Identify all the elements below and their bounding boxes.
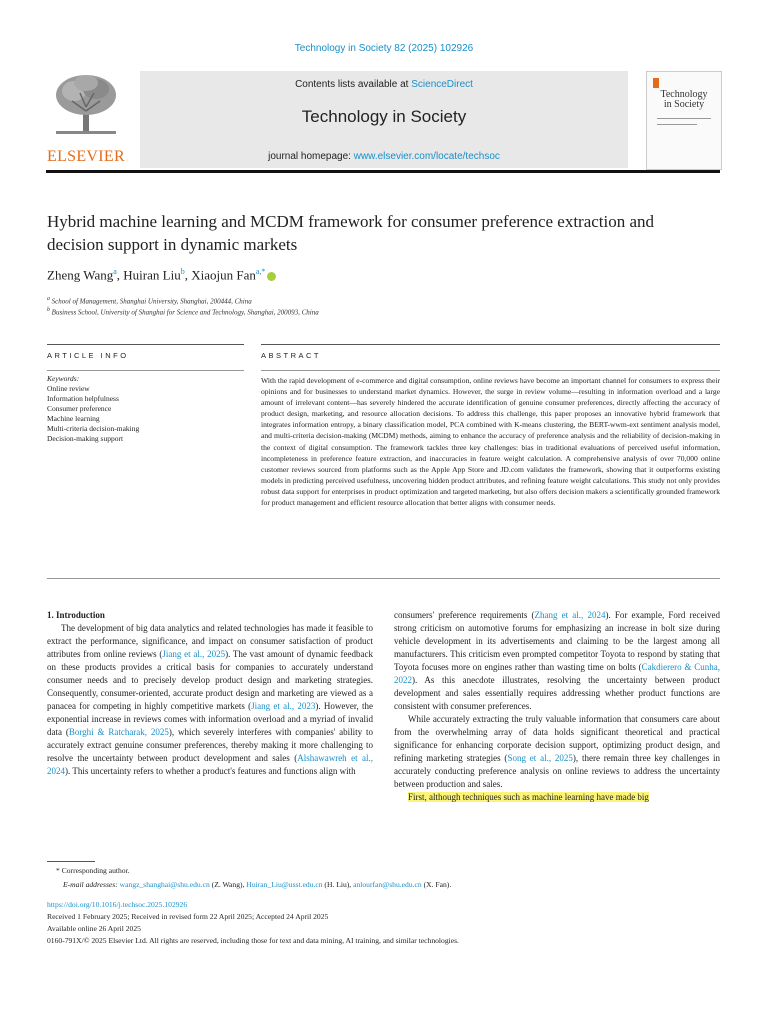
received-dates: Received 1 February 2025; Received in revised form 22 April 2025; Accepted 24 April 2025 bbox=[47, 912, 329, 921]
cover-accent bbox=[653, 78, 659, 88]
keyword: Multi-criteria decision-making bbox=[47, 424, 140, 433]
section-rule bbox=[261, 370, 720, 371]
body-paragraph bbox=[47, 622, 373, 778]
orcid-icon[interactable] bbox=[267, 272, 276, 281]
email-owner: (Z. Wang), bbox=[209, 880, 247, 889]
article-info-heading: ARTICLE INFO bbox=[47, 351, 129, 360]
tree-logo-icon bbox=[52, 71, 120, 139]
section-heading: 1. Introduction bbox=[47, 610, 105, 620]
email-label: E-mail addresses: bbox=[63, 880, 120, 889]
text-run: ). However, the exponential increase in reviews comes with information overload and a myriad of invalid data ( bbox=[47, 701, 373, 737]
text-run: ). This uncertainty refers to whether a product's features and functions align with bbox=[65, 766, 356, 776]
highlighted-text[interactable]: First, although techniques such as machine learning have made big bbox=[408, 792, 649, 802]
text-run: consumers' preference requirements ( bbox=[394, 610, 535, 620]
email-link[interactable]: anlourfan@shu.edu.cn bbox=[353, 880, 422, 889]
sciencedirect-link[interactable]: ScienceDirect bbox=[411, 79, 473, 90]
affiliation bbox=[47, 296, 252, 305]
journal-homepage-link[interactable]: www.elsevier.com/locate/techsoc bbox=[353, 151, 500, 162]
text-run: ). The vast amount of dynamic feedback on these products provides a critical basis for companies to accurately understand consumer needs and to precisely develop product design and marketing strategies. Consequently, consumer-oriented, accurate product design and marketing are viewed as a panacea for competing in highly competitive markets ( bbox=[47, 649, 373, 711]
author-affil-sup[interactable]: a bbox=[113, 267, 117, 276]
author-affil-sup[interactable]: a,* bbox=[255, 267, 266, 276]
contents-line bbox=[140, 79, 628, 90]
citation-link[interactable]: Cakdierero & Cunha, 2022 bbox=[394, 662, 720, 685]
article-title: Hybrid machine learning and MCDM framework for consumer preference extraction and decision support in dynamic markets bbox=[47, 212, 655, 254]
author-list: Zheng Wang$^a$, Huiran Liu$^b$, Xiaojun Fan$^{a,*}$ bbox=[47, 267, 276, 283]
keyword: Online review bbox=[47, 384, 90, 393]
author-affil-sup[interactable]: b bbox=[180, 267, 185, 276]
keyword: Decision-making support bbox=[47, 434, 124, 443]
affiliation-text: Business School, University of Shanghai for Science and Technology, Shanghai, 200093, China bbox=[51, 308, 319, 317]
journal-cover-thumbnail[interactable] bbox=[646, 71, 722, 170]
citation-link[interactable]: Jiang et al., 2023 bbox=[251, 701, 316, 711]
masthead-rule bbox=[46, 170, 720, 173]
cover-rule bbox=[657, 118, 711, 119]
keywords-label: Keywords: bbox=[47, 374, 80, 383]
citation-link[interactable]: Song et al., 2025 bbox=[507, 753, 573, 763]
cover-title-line-1: Technology bbox=[660, 89, 708, 100]
available-online: Available online 26 April 2025 bbox=[47, 924, 141, 933]
email-link[interactable]: Huiran_Liu@usst.edu.cn bbox=[246, 880, 323, 889]
body-column-right bbox=[394, 609, 720, 804]
publisher-wordmark: ELSEVIER bbox=[47, 148, 125, 165]
body-column-left bbox=[47, 609, 373, 778]
email-link[interactable]: wangz_shanghai@shu.edu.cn bbox=[119, 880, 210, 889]
keyword: Information helpfulness bbox=[47, 394, 119, 403]
section-rule bbox=[47, 344, 244, 345]
elsevier-logo bbox=[46, 71, 126, 166]
text-run: The development of big data analytics and related technologies has made it feasible to extract the performance, significance, and impact on consumer satisfaction of product attributes from online reviews ( bbox=[47, 623, 373, 659]
contents-prefix: Contents lists available at bbox=[295, 79, 412, 90]
section-rule bbox=[47, 370, 244, 371]
affiliation-sup: a bbox=[47, 296, 50, 302]
journal-citation[interactable]: Technology in Society 82 (2025) 102926 bbox=[294, 43, 474, 54]
body-paragraph bbox=[394, 609, 720, 713]
body-paragraph bbox=[394, 713, 720, 791]
affiliation bbox=[47, 307, 319, 316]
section-rule bbox=[261, 344, 720, 345]
affiliation-sup: b bbox=[47, 307, 50, 313]
footnote-rule bbox=[47, 861, 95, 862]
homepage-prefix: journal homepage: bbox=[268, 151, 354, 162]
doi-link[interactable] bbox=[47, 899, 187, 911]
cover-rule bbox=[657, 124, 697, 125]
keyword: Consumer preference bbox=[47, 404, 112, 413]
text-run: While accurately extracting the truly valuable information that consumers care about from the overwhelming array of data holds significant theoretical and practical significance for enhancing corporate decision support, optimizing product design, and refining marketing strategies ( bbox=[394, 714, 720, 763]
journal-name: Technology in Society bbox=[301, 107, 467, 126]
author-name[interactable]: Xiaojun Fan bbox=[191, 267, 256, 283]
author-name[interactable]: Zheng Wang bbox=[47, 267, 114, 283]
cover-title-line-2: in Society bbox=[663, 99, 705, 110]
citation-link[interactable]: Alshawawreh et al., 2024 bbox=[47, 753, 373, 776]
text-run: ), which severely interferes with companies' ability to accurately extract genuine consumer preferences, thereby making it more challenging to resolve the uncertainty between product development and sales ( bbox=[47, 727, 373, 763]
homepage-line bbox=[140, 151, 628, 162]
text-run: ). As this anecdote illustrates, resolving the uncertainty between product development and sales essentially requires addressing whether product functions are consistent with consumer preferences. bbox=[394, 675, 720, 711]
citation-link[interactable]: Borghi & Ratcharak, 2025 bbox=[68, 727, 169, 737]
corresponding-author-note: * Corresponding author. bbox=[56, 866, 130, 875]
text-run: ). For example, Ford received strong criticism on automotive forums for emphasizing an increase in bolt size during vehicle development in its advertisements and claiming to be the largest among all manufacturers. This criticism even prompted competitor Toyota to respond by stating that Toyota focuses more on engines rather than wasting time on bolts ( bbox=[394, 610, 721, 672]
copyright-notice: 0160-791X/© 2025 Elsevier Ltd. All rights are reserved, including those for text and data mining, AI training, and similar technologies. bbox=[47, 936, 459, 945]
email-owner: (H. Liu), bbox=[322, 880, 354, 889]
keywords-block bbox=[47, 374, 244, 444]
abstract-heading: ABSTRACT bbox=[261, 351, 322, 360]
keyword: Machine learning bbox=[47, 414, 100, 423]
text-run: ), there remain three key challenges in accurately conducting preference analysis on online reviews to address the uncertainty between production and sales. bbox=[394, 753, 721, 789]
citation-link[interactable]: Zhang et al., 2024 bbox=[534, 610, 606, 620]
citation-link[interactable]: Jiang et al., 2025 bbox=[162, 649, 226, 659]
cover-title bbox=[647, 90, 721, 110]
doi-url[interactable]: https://doi.org/10.1016/j.techsoc.2025.102926 bbox=[47, 900, 188, 909]
email-owner: (X. Fan). bbox=[421, 880, 452, 889]
section-rule bbox=[47, 578, 720, 579]
author-name[interactable]: Huiran Liu bbox=[123, 267, 181, 283]
email-addresses bbox=[63, 879, 451, 891]
body-paragraph bbox=[394, 791, 720, 804]
journal-masthead bbox=[140, 71, 628, 168]
abstract-text: With the rapid development of e-commerce and digital consumption, online reviews have become an important channel for consumers to express their opinions and for businesses to understand market dynamics. However, the surge in review volume—resulting in information overload and a large amount of irrelevant content—has severely hindered the accurate identification of genuine consumer preferences, directly affecting the accuracy of product design, marketing, and resource allocation decisions. To address this challenge, this paper proposes an innovative hybrid framework that integrates information entropy, a binary classification model, PCA combined with K-means clustering, the BERT-wwm-ext sentiment analysis model, and multi-criteria decision-making (MCDM) methods, aiming to enhance the accuracy of preference analysis and the reliability of decision-making in the context of digital consumption. The framework tackles three key challenges: bias in traditional evaluations of perceived useful information, incompleteness in preference feature extraction, and inaccuracies in feature weight calculation. A comprehensive analysis of over 70,000 online customer reviews sourced from platforms such as the Apple App Store and JD.com validates the framework, showing that it outperforms existing models in predicting perceived usefulness, uncovering hidden product attributes, and refining feature weight calculations. This study not only provides robust data support for enterprises in product optimization and targeted marketing, but also offers decision makers a scientifically grounded framework for product management and efficient resource allocation that better aligns with consumer needs. bbox=[261, 376, 721, 508]
affiliation-text: School of Management, Shanghai University, Shanghai, 200444, China bbox=[51, 297, 252, 306]
